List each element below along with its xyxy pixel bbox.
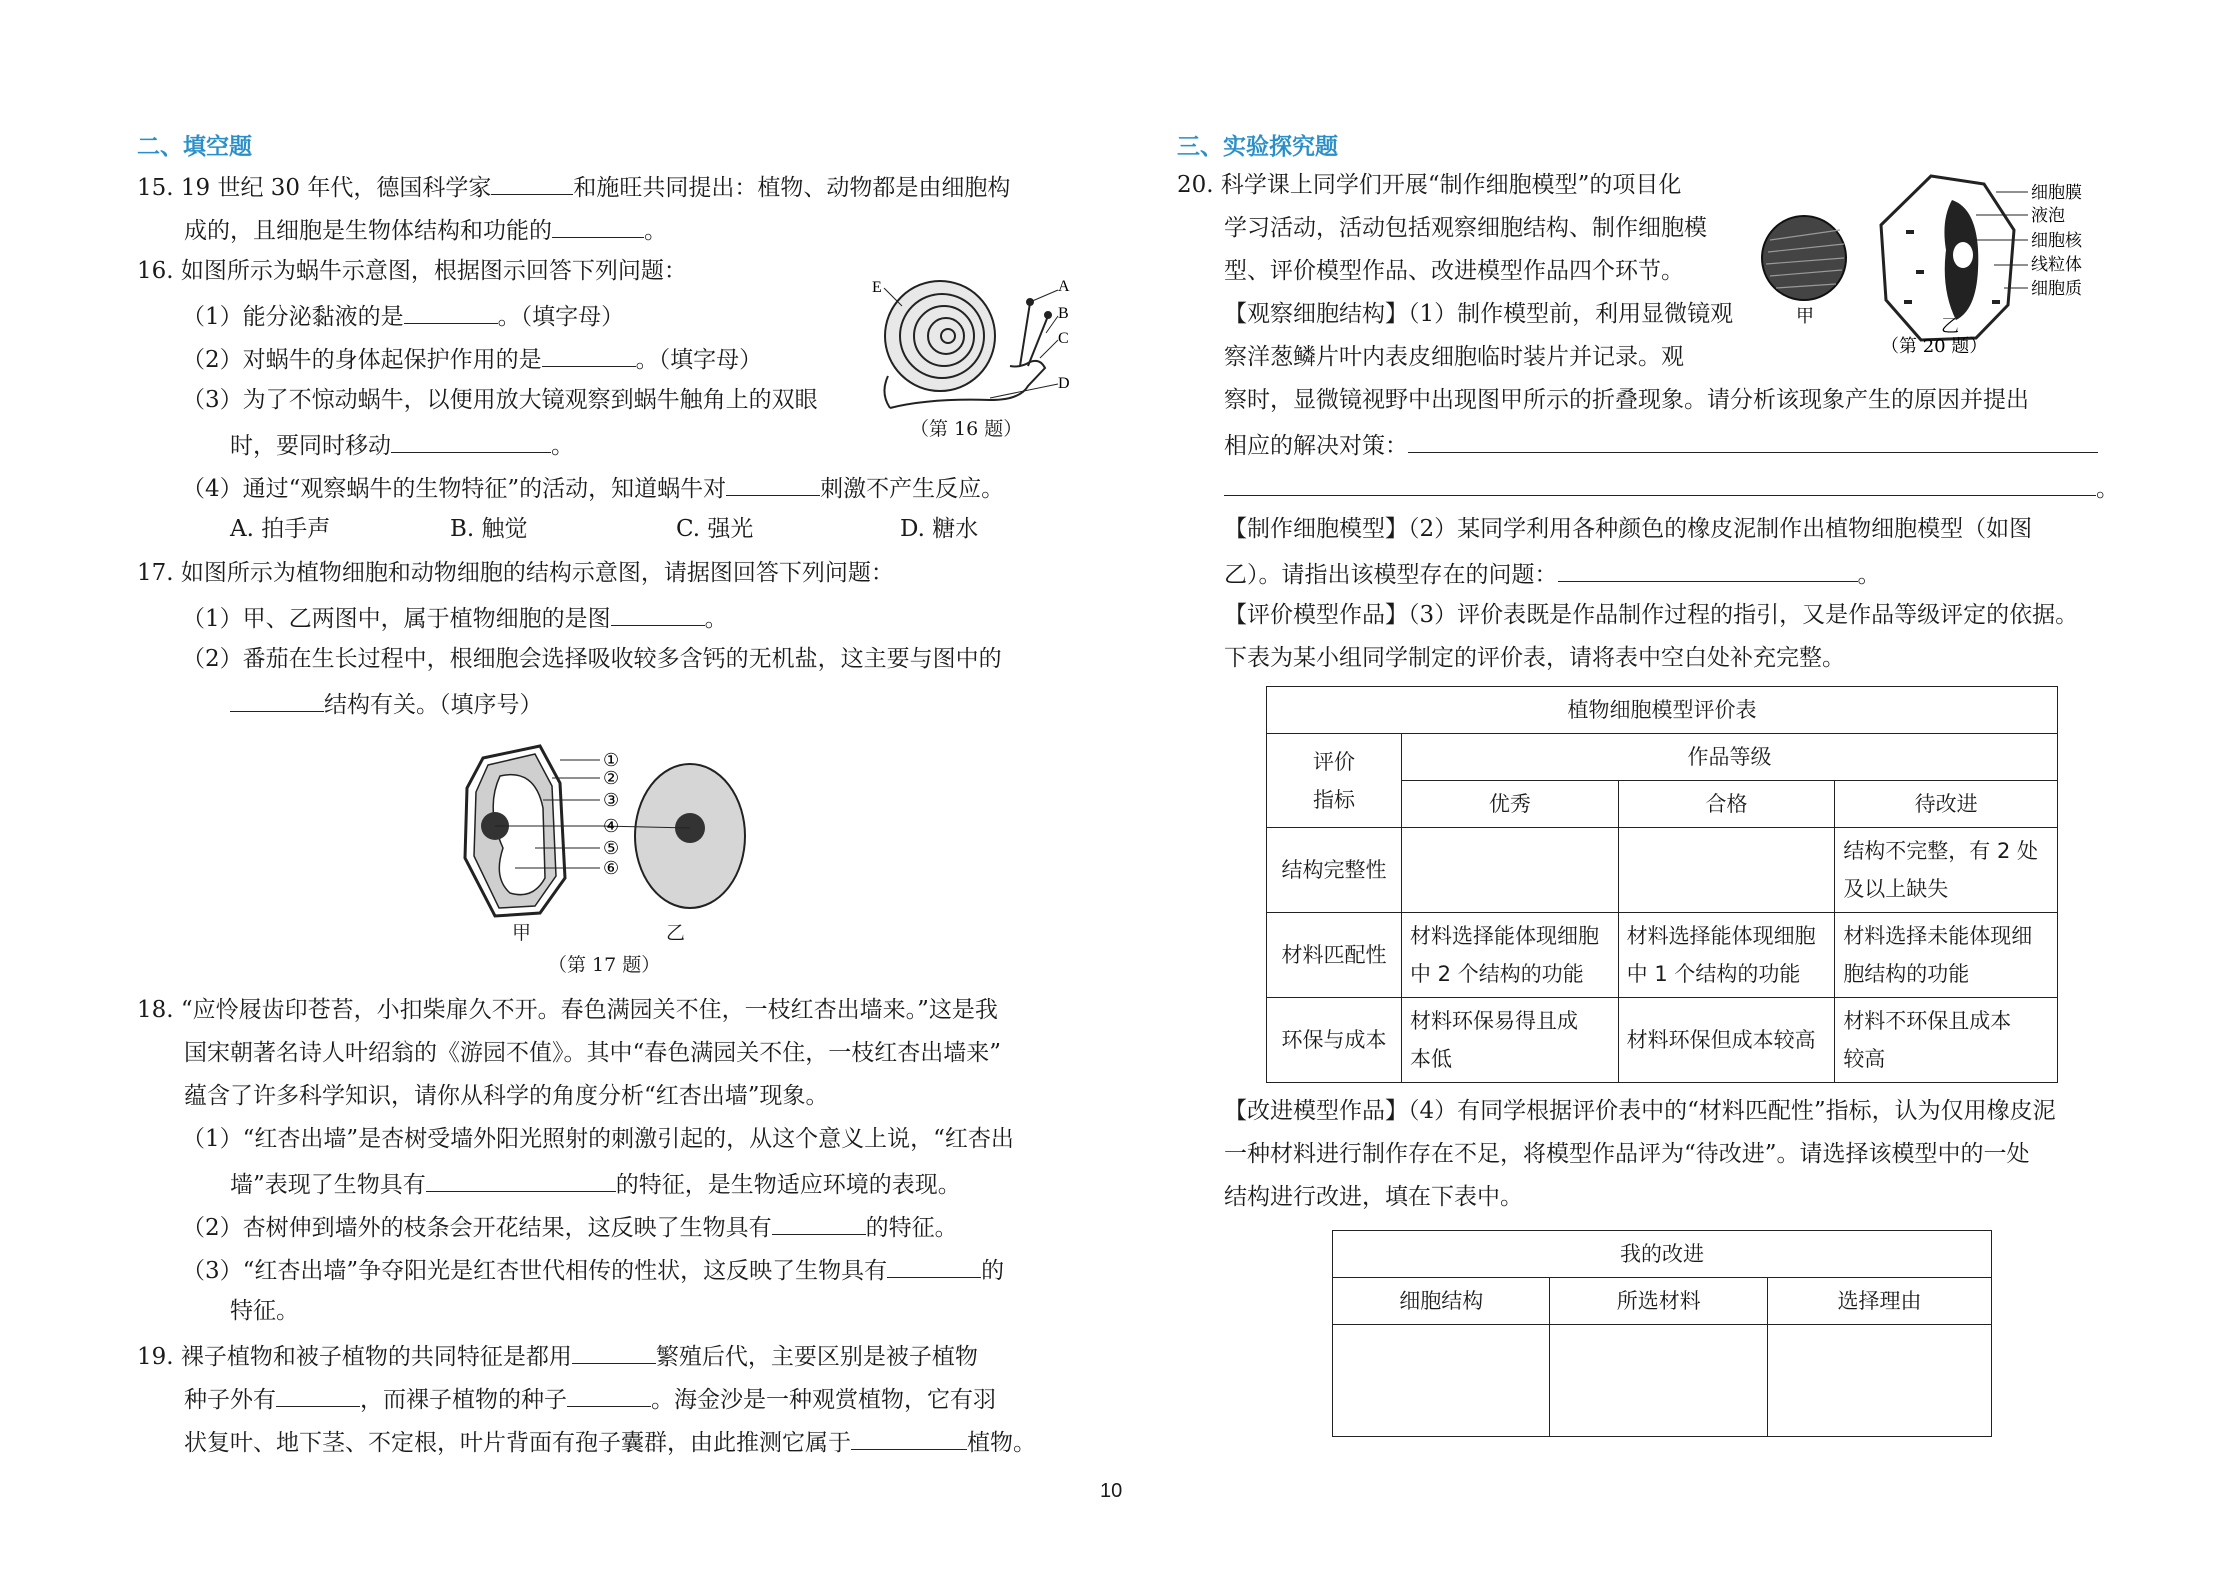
q17-part2a: （2）番茄在生长过程中，根细胞会选择吸收较多含钙的无机盐，这主要与图中的 [182, 646, 1002, 672]
improve-col-material: 所选材料 [1550, 1278, 1767, 1325]
q20-line11: 【评价模型作品】（3）评价表既是作品制作过程的指引，又是作品等级评定的依据。 [1224, 602, 2079, 628]
q18-line1: 18. “应怜屐齿印苍苔，小扣柴扉久不开。春色满园关不住，一枝红杏出墙来。”这是我 [137, 997, 998, 1023]
fig20-label-mitochondria: 线粒体 [2031, 255, 2082, 275]
q17-part1: （1）甲、乙两图中，属于植物细胞的是图 。 [182, 601, 728, 634]
q18-part1b: 墙”表现了生物具有 的特征，是生物适应环境的表现。 [230, 1167, 961, 1200]
eval-row-name: 结构完整性 [1267, 828, 1402, 913]
q20-line4: 【观察细胞结构】（1）制作模型前，利用显微镜观 [1224, 301, 1734, 327]
snail-label-c: C [1058, 330, 1069, 347]
answer-blank[interactable] [1224, 471, 2096, 496]
answer-blank[interactable] [391, 428, 551, 453]
fig20-label-yi: 乙 [1941, 316, 1959, 337]
cell17-label-1: ① [603, 750, 620, 771]
answer-blank[interactable] [230, 687, 324, 712]
eval-cell: 结构不完整，有 2 处 及以上缺失 [1835, 828, 2058, 913]
cell-model-nucleus [1953, 242, 1973, 268]
q19-line2: 种子外有 ，而裸子植物的种子 。海金沙是一种观赏植物，它有羽 [184, 1382, 996, 1415]
q18-line2: 国宋朝著名诗人叶绍翁的《游园不值》。其中“春色满园关不住，一枝红杏出墙来” [184, 1040, 1002, 1066]
q16-option-c: C. 强光 [676, 516, 754, 542]
q17-stem: 17. 如图所示为植物细胞和动物细胞的结构示意图，请据图回答下列问题： [137, 560, 894, 586]
eval-table-title: 植物细胞模型评价表 [1267, 687, 2058, 734]
micro-view-jia [1762, 216, 1846, 300]
eval-cell: 材料环保易得且成 本低 [1402, 998, 1619, 1083]
q19-line1: 19. 裸子植物和被子植物的共同特征是都用 繁殖后代，主要区别是被子植物 [137, 1339, 978, 1372]
snail-label-e: E [872, 279, 882, 296]
q16-option-a: A. 拍手声 [230, 516, 331, 542]
eval-cell: 材料选择能体现细胞 中 2 个结构的功能 [1402, 913, 1619, 998]
answer-blank[interactable] [552, 213, 644, 238]
q20-line15: 结构进行改进，填在下表中。 [1224, 1184, 1523, 1210]
q16-option-b: B. 触觉 [450, 516, 528, 542]
improve-cell-blank[interactable] [1333, 1325, 1550, 1437]
q15-line2: 成的，且细胞是生物体结构和功能的 。 [184, 213, 667, 246]
answer-blank[interactable] [426, 1167, 616, 1192]
q20-line12: 下表为某小组同学制定的评价表，请将表中空白处补充完整。 [1224, 645, 1845, 671]
q19-line3: 状复叶、地下茎、不定根，叶片背面有孢子囊群，由此推测它属于 植物。 [184, 1425, 1036, 1458]
answer-blank[interactable] [611, 601, 705, 626]
fig20-label-membrane: 细胞膜 [2031, 183, 2082, 203]
fig20-label-cytoplasm: 细胞质 [2031, 279, 2082, 299]
q18-part3c: 特征。 [230, 1298, 299, 1324]
improve-cell-blank[interactable] [1550, 1325, 1767, 1437]
snail-label-b: B [1058, 305, 1069, 322]
q20-line7: 相应的解决对策： [1224, 428, 2098, 461]
answer-blank[interactable] [572, 1339, 656, 1364]
eval-row-name: 材料匹配性 [1267, 913, 1402, 998]
snail-figure [870, 258, 1070, 418]
q20-line3: 型、评价模型作品、改进模型作品四个环节。 [1224, 258, 1684, 284]
q16-part3b: 时，要同时移动 。 [230, 428, 574, 461]
improve-table-title: 我的改进 [1333, 1231, 1992, 1278]
answer-blank[interactable] [276, 1382, 360, 1407]
q17-part2b: 结构有关。（填序号） [230, 687, 543, 720]
q20-line2: 学习活动，活动包括观察细胞结构、制作细胞模 [1224, 215, 1707, 241]
eval-col-excellent: 优秀 [1402, 781, 1619, 828]
cell-figure-17 [455, 738, 755, 938]
eval-cell-blank[interactable] [1618, 828, 1835, 913]
improve-cell-blank[interactable] [1767, 1325, 1991, 1437]
q20-line10: 乙）。请指出该模型存在的问题： 。 [1224, 557, 1881, 590]
snail-label-d: D [1058, 375, 1070, 392]
q20-line14: 一种材料进行制作存在不足，将模型作品评为“待改进”。请选择该模型中的一处 [1224, 1141, 2030, 1167]
answer-blank[interactable] [772, 1210, 866, 1235]
eval-header-grade: 作品等级 [1402, 734, 2058, 781]
eval-col-improve: 待改进 [1835, 781, 2058, 828]
evaluation-table [1266, 686, 2058, 1083]
cell17-label-4: ④ [603, 816, 620, 837]
answer-blank[interactable] [887, 1253, 981, 1278]
q16-part2: （2）对蜗牛的身体起保护作用的是 。（填字母） [182, 342, 762, 375]
q17-label-jia: 甲 [512, 922, 532, 944]
q20-line9: 【制作细胞模型】（2）某同学利用各种颜色的橡皮泥制作出植物细胞模型（如图 [1224, 516, 2033, 542]
section-title-fill-in: 二、填空题 [137, 134, 252, 160]
answer-blank[interactable] [491, 170, 573, 195]
cell17-label-5: ⑤ [603, 838, 620, 859]
eval-cell: 材料选择未能体现细 胞结构的功能 [1835, 913, 2058, 998]
fig20-caption: （第 20 题） [1881, 336, 1988, 357]
eval-col-pass: 合格 [1618, 781, 1835, 828]
page-number: 10 [1100, 1480, 1123, 1502]
answer-blank[interactable] [851, 1425, 967, 1450]
answer-blank[interactable] [726, 471, 820, 496]
improve-col-structure: 细胞结构 [1333, 1278, 1550, 1325]
answer-blank[interactable] [542, 342, 636, 367]
eval-cell: 材料环保但成本较高 [1618, 998, 1835, 1083]
q16-caption: （第 16 题） [910, 418, 1023, 440]
fig20-label-jia: 甲 [1796, 306, 1814, 327]
cell17-label-6: ⑥ [603, 858, 620, 879]
q20-line1: 20. 科学课上同学们开展“制作细胞模型”的项目化 [1177, 172, 1682, 198]
answer-blank[interactable] [404, 299, 498, 324]
figure-20 [1756, 170, 2116, 370]
q20-line13: 【改进模型作品】（4）有同学根据评价表中的“材料匹配性”指标，认为仅用橡皮泥 [1224, 1098, 2056, 1124]
q18-part1a: （1）“红杏出墙”是杏树受墙外阳光照射的刺激引起的，从这个意义上说，“红杏出 [182, 1126, 1014, 1152]
q16-part4: （4）通过“观察蜗牛的生物特征”的活动，知道蜗牛对 刺激不产生反应。 [182, 471, 1004, 504]
eval-cell: 材料不环保且成本 较高 [1835, 998, 2058, 1083]
cell17-label-2: ② [603, 768, 620, 789]
q17-label-yi: 乙 [666, 922, 686, 944]
q20-line8: 。 [1224, 471, 2119, 504]
q18-part2: （2）杏树伸到墙外的枝条会开花结果，这反映了生物具有 的特征。 [182, 1210, 958, 1243]
eval-cell-blank[interactable] [1402, 828, 1619, 913]
q15-line1: 15. 19 世纪 30 年代，德国科学家 和施旺共同提出：植物、动物都是由细胞构 [137, 170, 1010, 203]
q16-option-d: D. 糖水 [900, 516, 979, 542]
improve-col-reason: 选择理由 [1767, 1278, 1991, 1325]
eval-row-name: 环保与成本 [1267, 998, 1402, 1083]
q16-stem: 16. 如图所示为蜗牛示意图，根据图示回答下列问题： [137, 258, 687, 284]
q20-line5: 察洋葱鳞片叶内表皮细胞临时装片并记录。观 [1224, 344, 1684, 370]
q16-part1: （1）能分泌黏液的是 。（填字母） [182, 299, 624, 332]
snail-label-a: A [1058, 278, 1070, 295]
cell17-label-3: ③ [603, 790, 620, 811]
q17-caption: （第 17 题） [548, 954, 661, 976]
answer-blank[interactable] [1408, 428, 2098, 453]
fig20-label-vacuole: 液泡 [2031, 206, 2065, 226]
section-title-experiment: 三、实验探究题 [1177, 134, 1338, 160]
answer-blank[interactable] [567, 1382, 651, 1407]
fig20-label-nucleus: 细胞核 [2031, 231, 2082, 251]
eval-cell: 材料选择能体现细胞 中 1 个结构的功能 [1618, 913, 1835, 998]
improvement-table [1332, 1230, 1992, 1437]
q20-line6: 察时，显微镜视野中出现图甲所示的折叠现象。请分析该现象产生的原因并提出 [1224, 387, 2029, 413]
q16-part3a: （3）为了不惊动蜗牛，以便用放大镜观察到蜗牛触角上的双眼 [182, 387, 818, 413]
q18-part3: （3）“红杏出墙”争夺阳光是红杏世代相传的性状，这反映了生物具有 的 [182, 1253, 1004, 1286]
answer-blank[interactable] [1558, 557, 1858, 582]
snail-drawing [884, 281, 1051, 408]
q18-line3: 蕴含了许多科学知识，请你从科学的角度分析“红杏出墙”现象。 [184, 1083, 829, 1109]
eval-header-index: 评价 指标 [1267, 734, 1402, 828]
